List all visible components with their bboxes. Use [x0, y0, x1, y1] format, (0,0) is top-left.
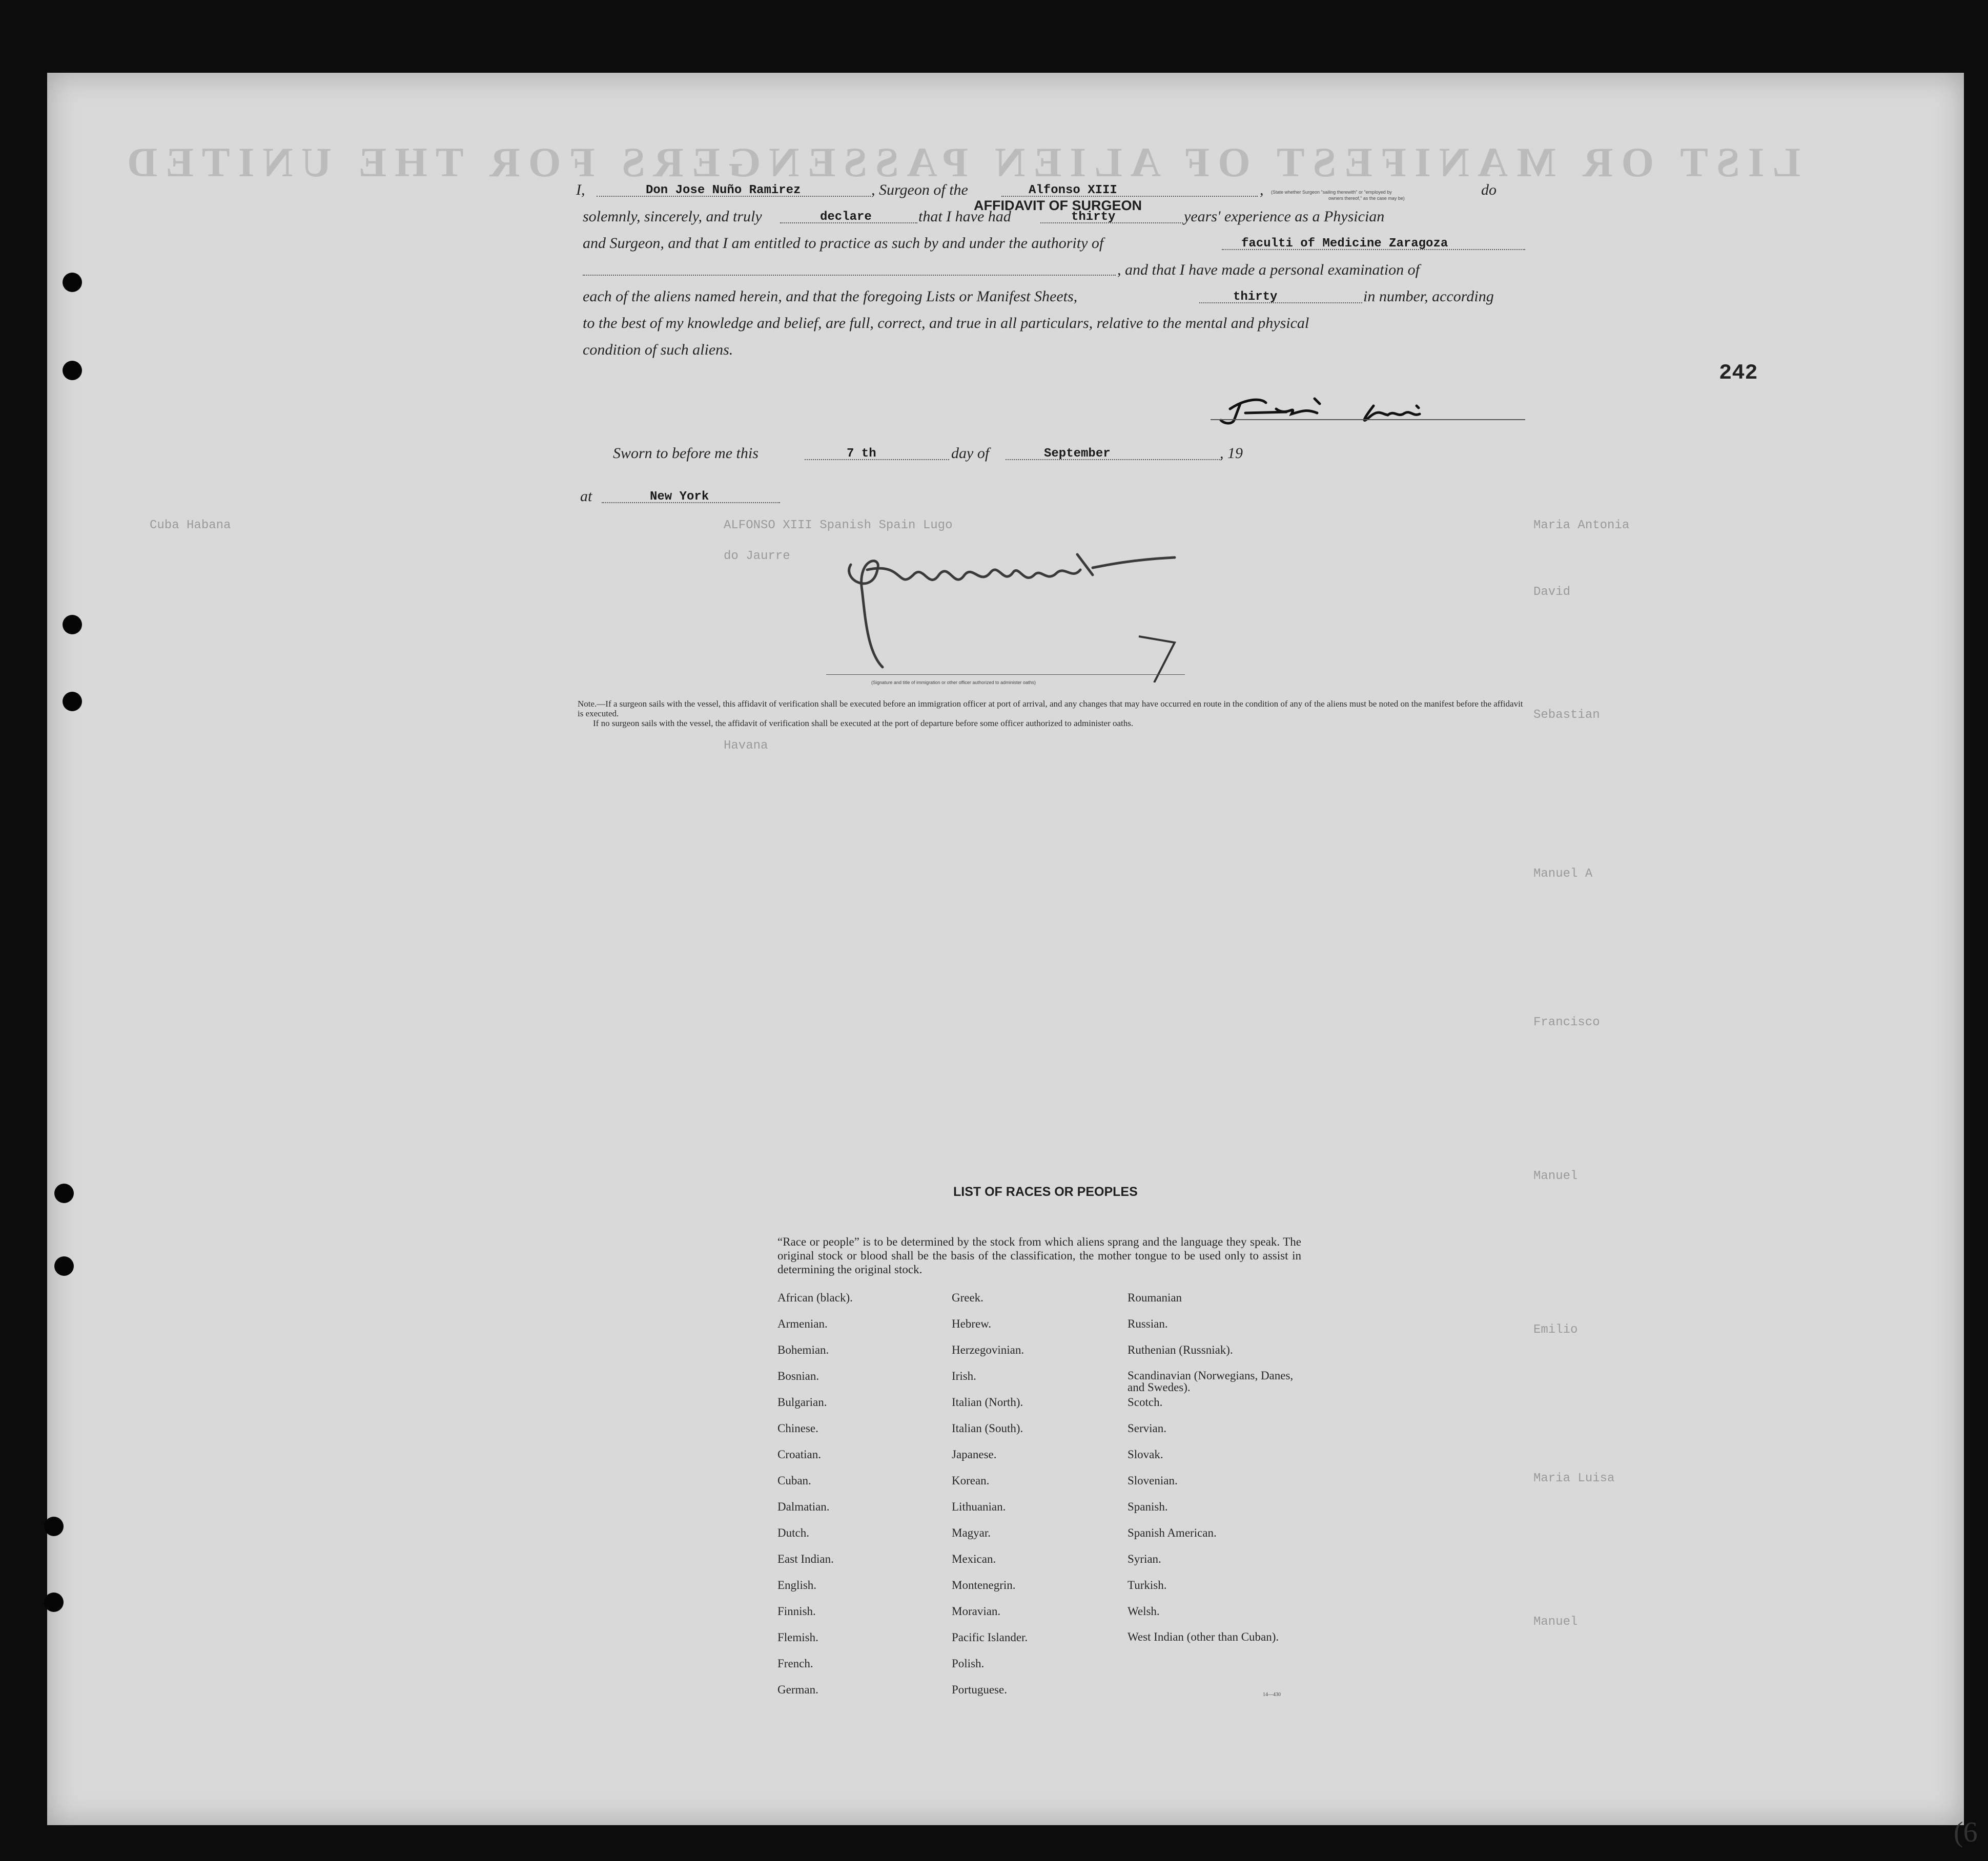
affidavit-title: AFFIDAVIT OF SURGEON: [974, 198, 1142, 213]
race-item: Magyar.: [952, 1526, 991, 1539]
race-item: Chinese.: [777, 1422, 818, 1435]
page-number: 242: [1719, 361, 1758, 385]
affidavit-note: [578, 699, 1526, 728]
blank-line: [805, 459, 949, 460]
binder-hole: [63, 361, 82, 380]
sworn-text: , 19: [1220, 445, 1243, 462]
race-item: Portuguese.: [952, 1683, 1007, 1696]
races-title: LIST OF RACES OR PEOPLES: [953, 1185, 1138, 1199]
affidavit-text: each of the aliens named herein, and that the foregoing Lists or Manifest Sheets,: [583, 288, 1078, 305]
bleed-through-background: LIST OR MANIFEST OF ALIEN PASSENGERS FOR THE UNITED ALFONSO XIII Spanish Spain Lugo Maria Antonia do Jaurre David Havana Sebastian Manuel A Francisco Manuel Emilio Maria Luisa Manuel Cuba Habana: [119, 139, 1801, 1629]
race-item: Spanish.: [1128, 1500, 1168, 1513]
race-item: Bosnian.: [777, 1370, 819, 1382]
race-item: Japanese.: [952, 1448, 997, 1461]
sworn-text: Sworn to before me this: [613, 445, 759, 462]
race-item: Lithuanian.: [952, 1500, 1006, 1513]
affidavit-text: I,: [576, 181, 585, 198]
races-column-3: [1128, 1291, 1302, 1657]
vessel-note: owners thereof," as the case may be): [1328, 196, 1405, 201]
race-item: Dalmatian.: [777, 1500, 830, 1513]
vessel-name: Alfonso XIII: [1029, 183, 1117, 197]
signature-line: [826, 674, 1185, 675]
bleed-through-heading: LIST OR MANIFEST OF ALIEN PASSENGERS FOR THE UNITED: [119, 139, 1801, 185]
binder-hole: [63, 692, 82, 711]
race-item: Russian.: [1128, 1317, 1168, 1330]
binder-hole: [44, 1517, 64, 1536]
signature-caption: (Signature and title of immigration or other officer authorized to administer oaths): [871, 680, 1036, 685]
race-item: Dutch.: [777, 1526, 809, 1539]
race-item: English.: [777, 1579, 817, 1591]
race-item: Ruthenian (Russniak).: [1128, 1343, 1233, 1356]
race-item: East Indian.: [777, 1553, 834, 1565]
authority: faculti of Medicine Zaragoza: [1241, 237, 1448, 251]
corner-mark: (6: [1954, 1816, 1978, 1848]
affidavit-text: do: [1481, 181, 1497, 198]
years-experience: thirty: [1071, 210, 1116, 224]
affidavit-text: and Surgeon, and that I am entitled to practice as such by and under the authority of: [583, 235, 1104, 252]
affidavit-text: ,: [1260, 181, 1264, 198]
race-item: French.: [777, 1657, 813, 1670]
verb: declare: [820, 210, 872, 224]
binder-hole: [63, 615, 82, 634]
race-item: Slovak.: [1128, 1448, 1163, 1461]
race-item: African (black).: [777, 1291, 853, 1304]
surgeon-name: Don Jose Nuño Ramirez: [646, 183, 801, 197]
affidavit-text: , Surgeon of the: [871, 181, 968, 198]
blank-line: [1006, 459, 1222, 460]
form-number: 14—430: [1263, 1692, 1281, 1698]
note-paragraph: Note.—If a surgeon sails with the vessel, this affidavit of verification shall be executed before an immigration officer at port of arrival, and any changes that may have occurred en route in the condition of any of the aliens must be noted on the manifest before the affidavit is executed.: [578, 699, 1523, 718]
race-item: Flemish.: [777, 1631, 818, 1644]
race-item: Italian (South).: [952, 1422, 1023, 1435]
race-item: Scandinavian (Norwegians, Danes, and Swedes).: [1128, 1369, 1294, 1394]
blank-line: [583, 275, 1116, 276]
affidavit-text: that I have had: [918, 208, 1011, 225]
sheets-count: thirty: [1233, 290, 1278, 304]
sworn-day: 7 th: [847, 447, 876, 461]
race-item: Polish.: [952, 1657, 985, 1670]
sworn-month: September: [1044, 447, 1111, 461]
races-intro: “Race or people” is to be determined by the stock from which aliens sprang and the language they speak. The original stock or blood shall be the basis of the classification, the mother tongue to be used only to assist in determining the original stock.: [777, 1235, 1301, 1276]
vessel-note: (State whether Surgeon "sailing therewith" or "employed by: [1271, 190, 1392, 195]
affidavit-text: to the best of my knowledge and belief, are full, correct, and true in all particulars, relative to the mental and physical: [583, 315, 1309, 332]
race-item: Croatian.: [777, 1448, 821, 1461]
binder-hole: [63, 273, 82, 292]
signature-line: [1211, 419, 1525, 420]
affidavit-text: in number, according: [1363, 288, 1494, 305]
race-item: Bohemian.: [777, 1343, 829, 1356]
races-column-1: [777, 1291, 853, 1709]
at-text: at: [580, 488, 592, 505]
affidavit-text: condition of such aliens.: [583, 341, 733, 358]
race-item: German.: [777, 1683, 818, 1696]
race-item: Hebrew.: [952, 1317, 992, 1330]
race-item: Servian.: [1128, 1422, 1167, 1435]
race-item: Spanish American.: [1128, 1526, 1217, 1539]
race-item: Herzegovinian.: [952, 1343, 1024, 1356]
race-item: Roumanian: [1128, 1291, 1182, 1304]
note-paragraph: If no surgeon sails with the vessel, the affidavit of verification shall be executed at the port of departure before some officer authorized to administer oaths.: [593, 718, 1134, 728]
affidavit-text: solemnly, sincerely, and truly: [583, 208, 762, 225]
race-item: Moravian.: [952, 1605, 1001, 1618]
race-item: Slovenian.: [1128, 1474, 1178, 1487]
race-item: Korean.: [952, 1474, 990, 1487]
officer-signature: [836, 508, 1205, 683]
race-item: Montenegrin.: [952, 1579, 1016, 1591]
race-item: Welsh.: [1128, 1605, 1160, 1618]
affidavit-text: , and that I have made a personal examination of: [1117, 261, 1420, 278]
race-item: Armenian.: [777, 1317, 828, 1330]
race-item: Mexican.: [952, 1553, 996, 1565]
binder-hole: [54, 1256, 74, 1276]
affidavit-text: years' experience as a Physician: [1184, 208, 1385, 225]
race-item: Italian (North).: [952, 1396, 1023, 1409]
sworn-place: New York: [650, 490, 709, 504]
race-item: Pacific Islander.: [952, 1631, 1028, 1644]
blank-line: [1199, 302, 1362, 303]
surgeon-signature: [1210, 388, 1476, 429]
race-item: Turkish.: [1128, 1579, 1167, 1591]
binder-hole: [44, 1593, 64, 1612]
races-column-2: [952, 1291, 1028, 1709]
manifest-sheet: [47, 73, 1978, 1848]
race-item: Irish.: [952, 1370, 976, 1382]
race-item: Syrian.: [1128, 1553, 1161, 1565]
race-item: West Indian (other than Cuban).: [1128, 1630, 1279, 1643]
race-item: Greek.: [952, 1291, 983, 1304]
race-item: Bulgarian.: [777, 1396, 827, 1409]
binder-hole: [54, 1184, 74, 1203]
sworn-text: day of: [951, 445, 990, 462]
race-item: Finnish.: [777, 1605, 816, 1618]
race-item: Scotch.: [1128, 1396, 1163, 1409]
race-item: Cuban.: [777, 1474, 811, 1487]
